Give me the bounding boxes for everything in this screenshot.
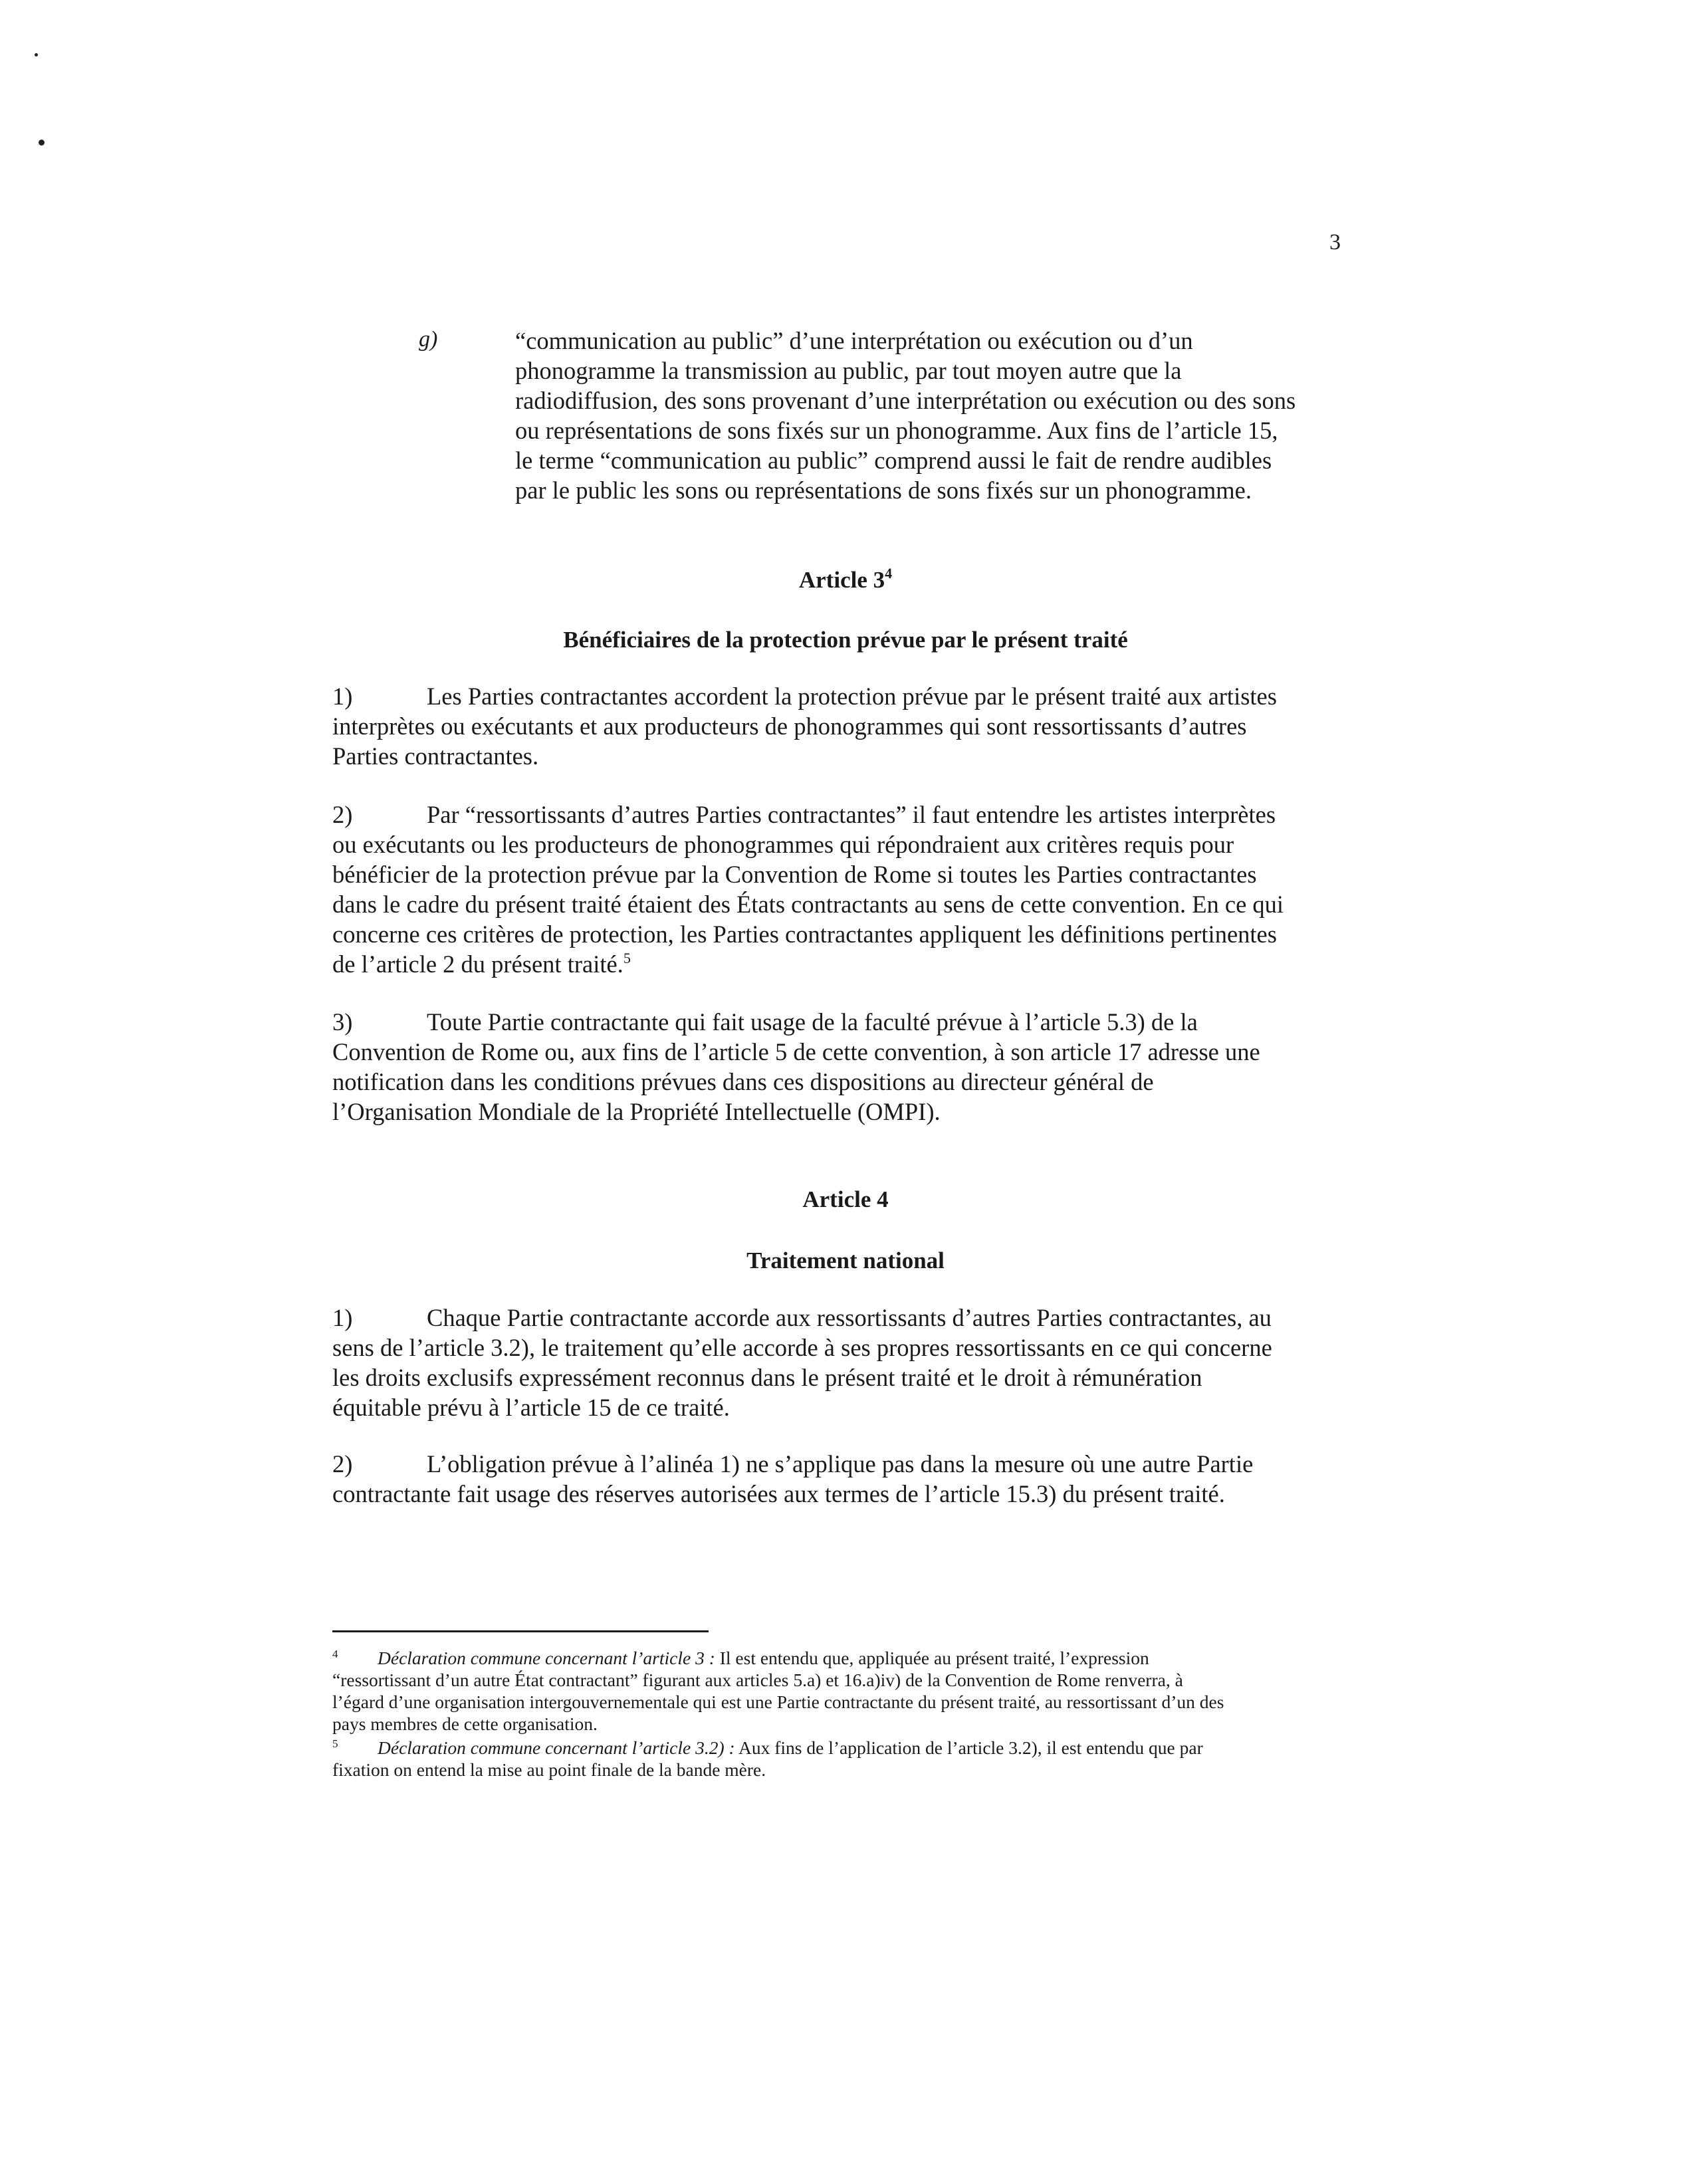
article-3-paragraph-3 (332, 1007, 1356, 1127)
footnote-ref-5[interactable]: 5 (623, 950, 631, 966)
paragraph-number: 2) (332, 801, 353, 828)
article-4-subtitle: Traitement national (746, 1248, 945, 1273)
paragraph-line: les droits exclusifs expressément reconnus dans le présent traité et le droit à rémunération (332, 1364, 1202, 1391)
footnote-line: l’égard d’une organisation intergouvernementale qui est une Partie contractante du présent traité, au ressortissant d’un des (332, 1692, 1224, 1712)
footnote-label: Déclaration commune concernant l’article 3.2) : (378, 1737, 735, 1758)
paragraph-first-line (332, 1007, 1356, 1037)
paragraph-line: interprètes ou exécutants et aux producteurs de phonogrammes qui sont ressortissants d’autres (332, 712, 1247, 740)
footnote-line: pays membres de cette organisation. (332, 1713, 598, 1734)
definition-text (515, 326, 1373, 505)
paragraph-line: contractante fait usage des réserves autorisées aux termes de l’article 15.3) du présent traité. (332, 1480, 1225, 1507)
footnote-line: fixation on entend la mise au point finale de la bande mère. (332, 1759, 766, 1780)
definition-line: radiodiffusion, des sons provenant d’une interprétation ou exécution ou des sons (515, 387, 1296, 414)
article-3-title (0, 566, 1691, 594)
paragraph-line: de l’article 2 du présent traité. (332, 950, 623, 978)
paragraph-line: L’obligation prévue à l’alinéa 1) ne s’applique pas dans la mesure où une autre Partie (427, 1450, 1254, 1477)
paragraph-line: Par “ressortissants d’autres Parties contractantes” il faut entendre les artistes interprètes (427, 801, 1276, 828)
paragraph-first-line (332, 1449, 1356, 1479)
article-4-paragraph-1 (332, 1303, 1356, 1422)
paragraph-line: Convention de Rome ou, aux fins de l’article 5 de cette convention, à son article 17 adresse une (332, 1038, 1260, 1065)
paragraph-last-line (332, 949, 1356, 979)
footnote-text: Aux fins de l’application de l’article 3.2), il est entendu que par (734, 1737, 1203, 1758)
scan-speck (39, 140, 45, 146)
footnote-first-line (332, 1737, 1359, 1759)
footnote-5 (332, 1737, 1359, 1781)
article-3-paragraph-2 (332, 800, 1356, 979)
paragraph-line: l’Organisation Mondiale de la Propriété Intellectuelle (OMPI). (332, 1098, 941, 1125)
paragraph-line: bénéficier de la protection prévue par la Convention de Rome si toutes les Parties contractantes (332, 861, 1257, 888)
footnote-mark: 5 (332, 1737, 338, 1750)
article-4-title: Article 4 (802, 1186, 889, 1212)
definition-line: “communication au public” d’une interprétation ou exécution ou d’un (515, 327, 1193, 354)
article-3-subtitle: Bénéficiaires de la protection prévue par le présent traité (563, 627, 1128, 653)
footnote-label: Déclaration commune concernant l’article 3 : (378, 1648, 715, 1668)
footnote-text: Il est entendu que, appliquée au présent traité, l’expression (715, 1648, 1149, 1668)
paragraph-first-line (332, 1303, 1356, 1333)
paragraph-number: 2) (332, 1450, 353, 1477)
definition-line: phonogramme la transmission au public, par tout moyen autre que la (515, 357, 1182, 384)
footnote-line: “ressortissant d’un autre État contractant” figurant aux articles 5.a) et 16.a)iv) de la Convention de Rome renverra, à (332, 1670, 1183, 1690)
definition-letter: g) (419, 327, 438, 352)
paragraph-number: 1) (332, 1304, 353, 1331)
footnote-ref-4[interactable]: 4 (885, 565, 893, 582)
paragraph-line: Toute Partie contractante qui fait usage de la faculté prévue à l’article 5.3) de la (427, 1008, 1198, 1036)
paragraph-line: Parties contractantes. (332, 742, 539, 770)
paragraph-first-line (332, 800, 1356, 829)
definition-line: par le public les sons ou représentations de sons fixés sur un phonogramme. (515, 477, 1252, 504)
article-3-title-text: Article 3 (798, 567, 885, 593)
definition-line: ou représentations de sons fixés sur un phonogramme. Aux fins de l’article 15, (515, 417, 1278, 444)
paragraph-first-line (332, 681, 1356, 711)
paragraph-number: 3) (332, 1008, 353, 1036)
paragraph-line: ou exécutants ou les producteurs de phonogrammes qui répondraient aux critères requis pour (332, 831, 1234, 858)
paragraph-line: dans le cadre du présent traité étaient des États contractants au sens de cette convention. En ce qui (332, 891, 1284, 918)
paragraph-line: notification dans les conditions prévues dans ces dispositions au directeur général de (332, 1068, 1154, 1095)
paragraph-number: 1) (332, 683, 353, 710)
paragraph-line: équitable prévu à l’article 15 de ce traité. (332, 1394, 730, 1421)
footnote-separator (332, 1630, 709, 1632)
page-number: 3 (1329, 230, 1341, 255)
article-3-paragraph-1 (332, 681, 1356, 771)
scan-speck (35, 53, 38, 56)
footnote-mark: 4 (332, 1648, 338, 1660)
footnote-first-line (332, 1647, 1359, 1669)
paragraph-line: Les Parties contractantes accordent la protection prévue par le présent traité aux artistes (427, 683, 1277, 710)
paragraph-line: concerne ces critères de protection, les Parties contractantes appliquent les définitions pertinentes (332, 921, 1277, 948)
footnote-4 (332, 1647, 1359, 1735)
paragraph-line: Chaque Partie contractante accorde aux ressortissants d’autres Parties contractantes, au (427, 1304, 1272, 1331)
article-4-paragraph-2 (332, 1449, 1356, 1509)
paragraph-line: sens de l’article 3.2), le traitement qu’elle accorde à ses propres ressortissants en ce qui concerne (332, 1334, 1272, 1361)
definition-line: le terme “communication au public” comprend aussi le fait de rendre audibles (515, 447, 1272, 474)
